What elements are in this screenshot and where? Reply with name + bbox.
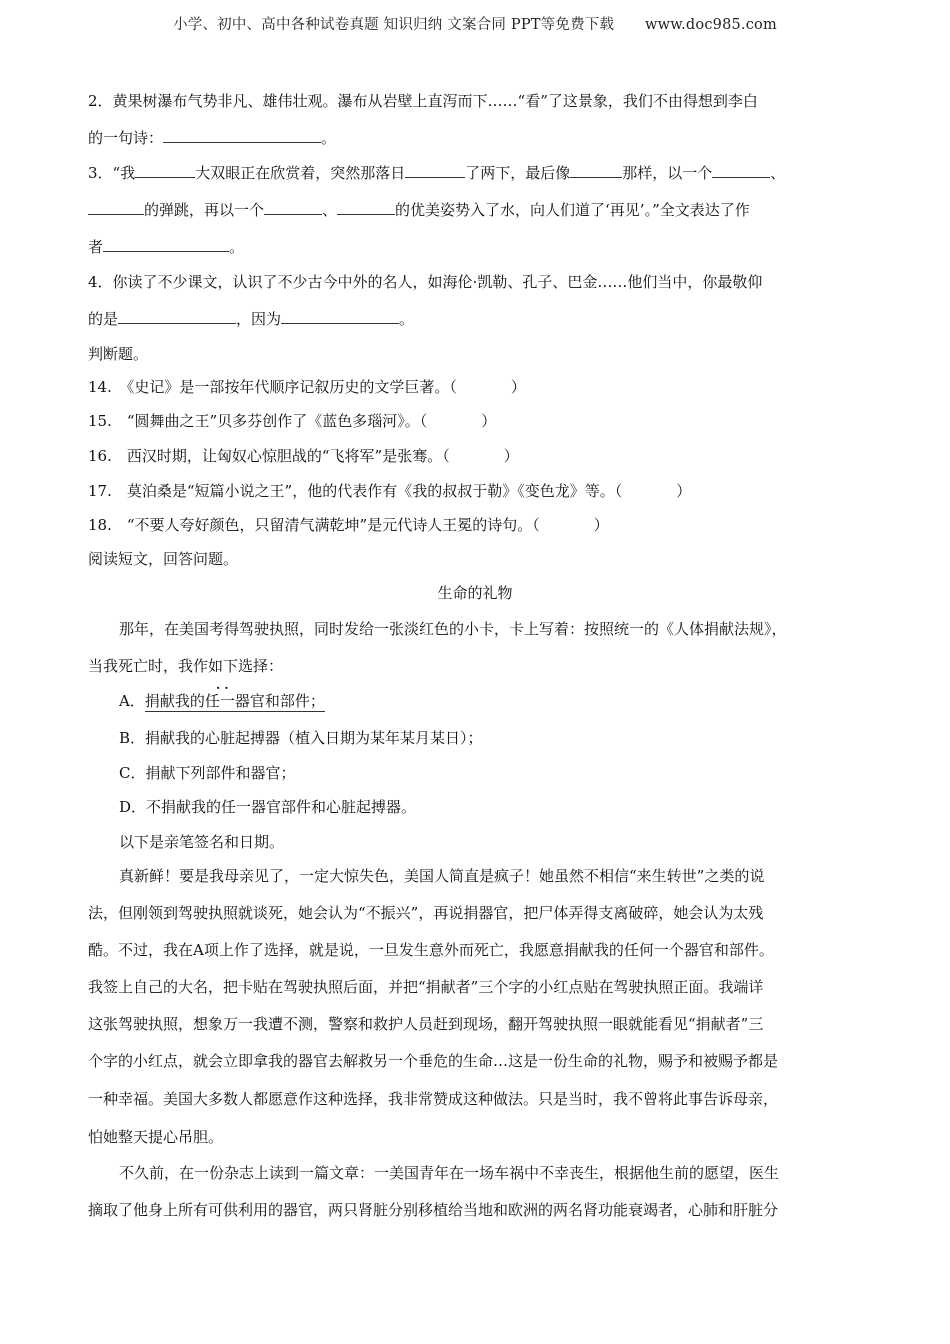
judge-item-text: 17. 莫泊桑是“短篇小说之王”，他的代表作有《我的叔叔于勒》《变色龙》等。（ bbox=[88, 482, 623, 500]
header-url[interactable]: www.doc985.com bbox=[644, 17, 777, 33]
q2-line2 bbox=[88, 128, 336, 148]
judge-item-text: 16. 西汉时期，让匈奴心惊胆战的“飞将军”是张骞。（ bbox=[88, 447, 450, 465]
q3-text-5: 、 bbox=[770, 164, 786, 182]
reading-heading: 阅读短文，回答问题。 bbox=[88, 550, 239, 568]
q3-line1 bbox=[88, 163, 785, 183]
judge-item-text: 18. “不要人夸好颜色，只留清气满乾坤”是元代诗人王冕的诗句。（ bbox=[88, 516, 540, 534]
option-c: C．捐献下列部件和器官； bbox=[119, 764, 296, 782]
judge-item-text: 14. 《史记》是一部按年代顺序记叙历史的文学巨著。（ bbox=[88, 378, 457, 396]
q3-text-4: 那样，以一个 bbox=[622, 164, 713, 182]
q3-blank-1[interactable] bbox=[135, 163, 195, 178]
judge-item-close: ） bbox=[593, 516, 609, 534]
option-a bbox=[119, 691, 325, 711]
para1-line: 个字的小红点，就会立即拿我的器官去解救另一个垂危的生命…这是一份生命的礼物，赐予和被赐予都是 bbox=[88, 1052, 779, 1070]
option-a-label: A． bbox=[119, 692, 145, 710]
q2-line1: 2．黄果树瀑布气势非凡、雄伟壮观。瀑布从岩壁上直泻而下……“看”了这景象，我们不由得想到李白 bbox=[88, 92, 758, 110]
para1-line: 酷。不过，我在A项上作了选择，就是说，一旦发生意外而死亡，我愿意捐献我的任何一个器官和部件。 bbox=[88, 941, 774, 959]
judge-item-text: 15. “圆舞曲之王”贝多芬创作了《蓝色多瑙河》。（ bbox=[88, 412, 428, 430]
intro-line-2: 当我死亡时，我作如下选择： bbox=[88, 657, 284, 675]
header-text: 小学、初中、高中各种试卷真题 知识归纳 文案合同 PPT等免费下载 bbox=[173, 17, 615, 33]
para2-line: 摘取了他身上所有可供利用的器官，两只肾脏分别移植给当地和欧洲的两名肾功能衰竭者，心肺和肝脏分 bbox=[88, 1201, 779, 1219]
judge-item-14 bbox=[88, 377, 526, 397]
option-a-text: 捐献我的任一器官和部件； bbox=[144, 692, 325, 710]
judge-item-close: ） bbox=[676, 482, 692, 500]
q3-blank-7[interactable] bbox=[337, 200, 395, 215]
q2-line2-post: 。 bbox=[321, 129, 337, 147]
q4-blank-2[interactable] bbox=[281, 309, 399, 324]
q3-text-9: 者 bbox=[88, 238, 104, 256]
para2-line: 不久前，在一份杂志上读到一篇文章：一美国青年在一场车祸中不幸丧生，根据他生前的愿望，医生 bbox=[119, 1164, 780, 1182]
q3-text-3: 了两下，最后像 bbox=[465, 164, 571, 182]
para1-line: 这张驾驶执照，想象万一我遭不测，警察和救护人员赶到现场，翻开驾驶执照一眼就能看见“捐献者”三 bbox=[88, 1015, 764, 1033]
q3-text-10: 。 bbox=[229, 238, 245, 256]
q2-blank[interactable] bbox=[163, 128, 321, 143]
judge-item-close: ） bbox=[481, 412, 497, 430]
passage-title: 生命的礼物 bbox=[437, 584, 513, 602]
intro-line-1: 那年，在美国考得驾驶执照，同时发给一张淡红色的小卡，卡上写着：按照统一的《人体捐献法规》， bbox=[119, 620, 787, 638]
q3-text-7: 、 bbox=[322, 201, 338, 219]
q3-text-2: 大双眼正在欣赏着，突然那落日 bbox=[195, 164, 406, 182]
judge-item-close: ） bbox=[510, 378, 526, 396]
q4-text-1: 的是 bbox=[88, 310, 119, 328]
q3-blank-3[interactable] bbox=[570, 163, 622, 178]
q3-text-1: 3．“我 bbox=[88, 164, 136, 182]
q4-line2 bbox=[88, 309, 414, 329]
judge-item-18 bbox=[88, 515, 609, 535]
q3-line3 bbox=[88, 237, 244, 257]
judge-item-16 bbox=[88, 446, 519, 466]
para1-line: 怕她整天提心吊胆。 bbox=[88, 1128, 224, 1146]
q3-blank-8[interactable] bbox=[103, 237, 229, 252]
para1-line: 一种幸福。美国大多数人都愿意作这种选择，我非常赞成这种做法。只是当时，我不曾将此事告诉母亲， bbox=[88, 1090, 779, 1108]
judge-item-17 bbox=[88, 481, 691, 501]
q4-text-2: ，因为 bbox=[236, 310, 282, 328]
option-b: B．捐献我的心脏起搏器（植入日期为某年某月某日）； bbox=[119, 729, 483, 747]
para1-line: 真新鲜！要是我母亲见了，一定大惊失色，美国人简直是疯子！她虽然不相信“来生转世”之类的说 bbox=[119, 867, 765, 885]
q3-blank-4[interactable] bbox=[712, 163, 770, 178]
judge-item-close: ） bbox=[503, 447, 519, 465]
para1-line: 法，但刚领到驾驶执照就谈死，她会认为“不振兴”，再说捐器官，把尸体弄得支离破碎，她会认为太残 bbox=[88, 904, 764, 922]
para1-line: 我签上自己的大名，把卡贴在驾驶执照后面，并把“捐献者”三个字的小红点贴在驾驶执照正面。我端详 bbox=[88, 978, 764, 996]
q3-text-8: 的优美姿势入了水，向人们道了‘再见’。”全文表达了作 bbox=[395, 201, 750, 219]
q3-blank-5[interactable] bbox=[88, 200, 144, 215]
signature-note: 以下是亲笔签名和日期。 bbox=[119, 833, 285, 851]
judge-heading: 判断题。 bbox=[88, 345, 149, 363]
q3-line2 bbox=[88, 200, 750, 220]
q3-blank-2[interactable] bbox=[405, 163, 465, 178]
q3-text-6: 的弹跳，再以一个 bbox=[144, 201, 265, 219]
option-d: D．不捐献我的任一器官部件和心脏起搏器。 bbox=[119, 798, 417, 816]
page-header bbox=[0, 13, 950, 34]
q2-line2-pre: 的一句诗： bbox=[88, 129, 164, 147]
q4-text-3: 。 bbox=[399, 310, 415, 328]
q3-blank-6[interactable] bbox=[264, 200, 322, 215]
q4-line1: 4．你读了不少课文，认识了不少古今中外的名人，如海伦·凯勒、孔子、巴金……他们当中，你最敬仰 bbox=[88, 273, 763, 291]
judge-item-15 bbox=[88, 411, 496, 431]
emphasis-dots: · · bbox=[216, 681, 229, 695]
q4-blank-1[interactable] bbox=[118, 309, 236, 324]
